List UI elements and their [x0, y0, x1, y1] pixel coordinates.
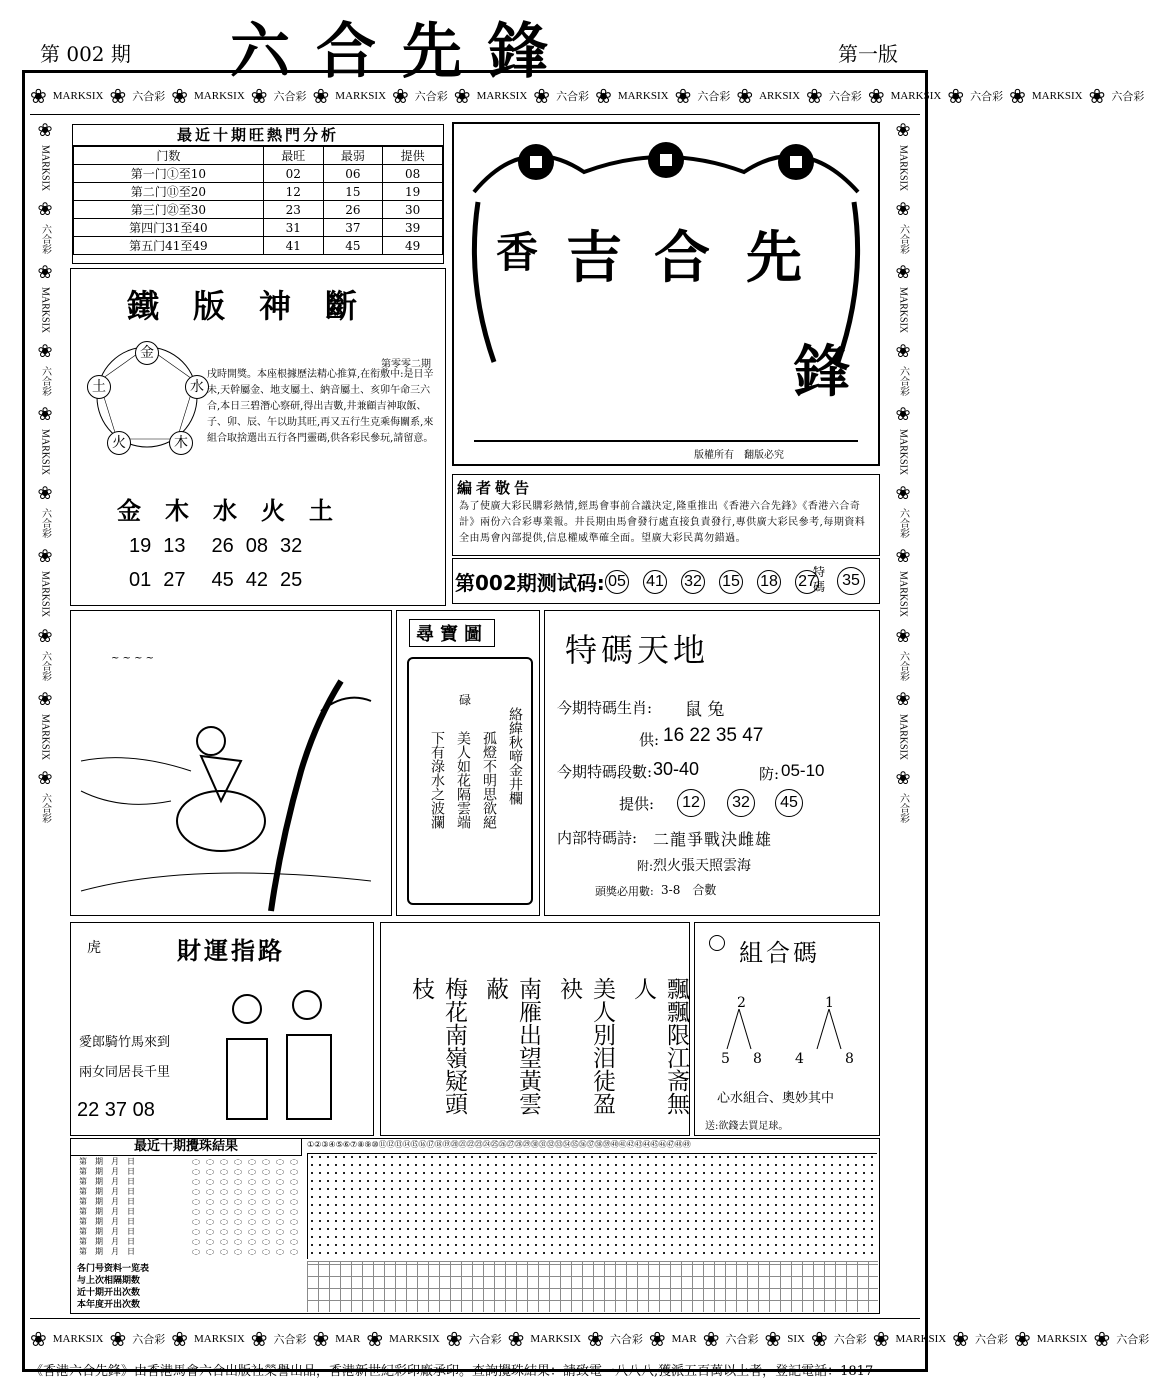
band-word: SIX	[787, 1333, 805, 1345]
combo-a-left: 5	[721, 1051, 730, 1067]
flower-icon: ❀	[895, 404, 911, 425]
band-word: MARKSIX	[52, 1333, 104, 1345]
treasure-top-char: 碌	[459, 693, 472, 707]
herdboy-illustration	[71, 611, 389, 913]
provide-num-3: 45	[775, 789, 803, 817]
flower-icon: ❀	[453, 85, 471, 108]
band-word: 六合彩	[897, 792, 909, 823]
hot-analysis-title: 最近十期旺熱門分析	[73, 125, 443, 146]
flower-icon: ❀	[895, 341, 911, 362]
test-number: 41	[643, 570, 667, 594]
result-row-label: 第 期 月 日	[79, 1247, 135, 1256]
col-header: 最旺	[263, 147, 323, 165]
test-code-numbers	[605, 570, 833, 594]
banner-box	[452, 122, 880, 466]
results-header-strip: ①②③④⑤⑥⑦⑧⑨⑩⑪⑫⑬⑭⑮⑯⑰⑱⑲⑳㉑㉒㉓㉔㉕㉖㉗㉘㉙㉚㉛㉜㉝㉞㉟㊱㊲㊳㊴㊵㊶㊷㊸㊹㊺㊻㊼㊽㊾	[307, 1139, 877, 1154]
flower-icon: ❀	[312, 85, 330, 108]
flower-icon: ❀	[445, 1328, 463, 1351]
band-word: MARKSIX	[194, 1333, 245, 1345]
band-word: MARKSIX	[194, 90, 245, 102]
col-header: 最弱	[323, 147, 383, 165]
poem-col-1: 飄飄限江斋無人	[630, 977, 689, 1115]
band-word: MAR	[335, 1333, 361, 1345]
combo-note: 送:欲錢去買足球。	[705, 1121, 789, 1132]
band-word: 六合彩	[39, 650, 51, 681]
table-cell: 06	[323, 165, 383, 183]
tiebang-title: 鐵版神斷	[127, 287, 392, 325]
band-word: MARKSIX	[897, 571, 909, 618]
flower-icon: ❀	[895, 688, 911, 709]
table-cell: 31	[263, 219, 323, 237]
footer-text: 《香港六合先鋒》由香港馬會六合出版社榮譽出品，香港新世紀彩印廠承印。查詢攪珠結果：請致電一八八八,獲派五百萬以上者，登記電話：1817	[30, 1364, 874, 1379]
band-word: 六合彩	[897, 650, 909, 681]
number: 45	[211, 569, 234, 591]
table-cell: 19	[383, 183, 443, 201]
flower-icon: ❀	[37, 625, 53, 646]
result-row-label: 第 期 月 日	[79, 1197, 135, 1206]
band-word: 六合彩	[556, 91, 590, 103]
flower-icon: ❀	[806, 85, 823, 108]
number: 25	[280, 569, 303, 591]
flower-icon: ❀	[895, 625, 911, 646]
flower-icon: ❀	[895, 262, 911, 283]
band-word: 六合彩	[39, 366, 51, 397]
band-word: 六合彩	[132, 91, 166, 103]
poem-label: 内部特碼詩:	[557, 829, 638, 847]
flower-icon: ❀	[895, 120, 911, 140]
provide-label: 提供:	[619, 795, 655, 813]
banner-char-1: 香	[496, 228, 539, 277]
number: 13	[163, 535, 186, 557]
poem-value: 二龍爭戰決雌雄	[653, 830, 773, 849]
band-word: MARKSIX	[895, 1333, 947, 1345]
flower-icon: ❀	[1088, 85, 1106, 108]
table-cell: 45	[323, 237, 383, 255]
illustration-box	[70, 610, 392, 916]
table-row	[74, 237, 443, 255]
attach-value: 烈火張天照雲海	[653, 858, 751, 874]
flower-icon: ❀	[872, 1328, 890, 1351]
table-cell: 第三门㉑至30	[74, 201, 264, 219]
band-word: 六合彩	[273, 91, 307, 103]
band-word: 六合彩	[414, 91, 448, 103]
table-cell: 49	[383, 237, 443, 255]
band-word: 六合彩	[39, 508, 51, 539]
band-word: 六合彩	[1116, 1334, 1149, 1346]
test-number: 05	[605, 570, 629, 594]
test-code-special: 35	[837, 567, 865, 595]
table-cell: 15	[323, 183, 383, 201]
number: 42	[245, 569, 268, 591]
banner-copyright: 版權所有 翻版必究	[694, 450, 784, 461]
test-code-special-label: 特碼	[813, 565, 826, 594]
flower-icon: ❀	[250, 85, 268, 108]
band-word: 六合彩	[697, 91, 731, 103]
flower-icon: ❀	[736, 85, 754, 108]
element-earth: 土	[87, 375, 111, 399]
combo-a-right: 8	[753, 1051, 762, 1067]
result-row-label: 第 期 月 日	[79, 1187, 135, 1196]
table-cell: 第一门①至10	[74, 165, 264, 183]
flower-icon: ❀	[171, 85, 189, 108]
combo-caption: 心水組合、奧妙其中	[717, 1091, 835, 1106]
band-word: MARKSIX	[617, 90, 669, 102]
treasure-title: 尋寶圖	[409, 619, 495, 647]
combo-box	[694, 922, 880, 1136]
newspaper-title: 六合先鋒	[230, 17, 574, 87]
band-word: MARKSIX	[335, 90, 387, 102]
head-label: 頭獎必用數:	[595, 885, 654, 898]
table-cell: 39	[383, 219, 443, 237]
segment-value: 30-40	[653, 759, 700, 779]
flower-icon: ❀	[895, 483, 911, 504]
band-word: ARKSIX	[759, 90, 801, 102]
flower-icon: ❀	[1009, 85, 1026, 108]
table-row	[74, 183, 443, 201]
treasure-col-2: 孤燈不明思欲絕	[481, 731, 497, 829]
flower-icon: ❀	[312, 1328, 330, 1351]
notice-box	[452, 474, 880, 556]
hot-analysis-box	[72, 124, 444, 264]
right-band	[886, 116, 920, 1316]
band-word: 六合彩	[39, 792, 51, 823]
band-word: 六合彩	[39, 224, 51, 255]
number: 08	[245, 535, 268, 557]
tiebang-nums-row1	[129, 535, 314, 558]
flower-icon: ❀	[392, 85, 409, 108]
number: 32	[280, 535, 303, 557]
table-cell: 23	[263, 201, 323, 219]
band-word: 六合彩	[975, 1334, 1009, 1346]
band-word: MARKSIX	[897, 145, 909, 192]
flower-icon: ❀	[109, 1328, 127, 1351]
poem-box	[380, 922, 690, 1136]
zodiac-label: 今期特碼生肖:	[557, 699, 653, 717]
flower-icon: ❀	[30, 1328, 47, 1351]
flower-icon: ❀	[867, 85, 885, 108]
results-dot-grid	[307, 1153, 878, 1259]
segment-label: 今期特碼段數:	[557, 763, 653, 781]
result-row-label: 第 期 月 日	[79, 1177, 135, 1186]
treasure-col-4: 下有淥水之波瀾	[429, 731, 445, 829]
band-word: MARKSIX	[1036, 1333, 1088, 1345]
band-word: 六合彩	[725, 1334, 759, 1346]
band-word: 六合彩	[1111, 91, 1145, 103]
treasure-col-1: 絡緯秋啼金井欄	[507, 707, 523, 805]
wealth-title: 財運指路	[177, 937, 285, 965]
band-word: MARKSIX	[530, 1333, 582, 1345]
banner-char-2: 吉	[566, 226, 622, 291]
supply-label: 供:	[639, 731, 660, 749]
band-word: MARKSIX	[897, 429, 909, 476]
test-code-box	[452, 558, 880, 604]
band-word: MARKSIX	[890, 90, 942, 102]
wealth-box	[70, 922, 374, 1136]
flower-icon: ❀	[533, 85, 551, 108]
band-word: MARKSIX	[39, 145, 51, 192]
flower-icon: ❀	[764, 1328, 782, 1351]
band-word: 六合彩	[897, 508, 909, 539]
band-word: MARKSIX	[897, 287, 909, 334]
table-cell: 第四门31至40	[74, 219, 264, 237]
band-word: 六合彩	[132, 1334, 166, 1346]
number: 26	[211, 535, 234, 557]
flower-icon: ❀	[37, 199, 53, 220]
test-number: 32	[681, 570, 705, 594]
provide-num-1: 12	[677, 789, 705, 817]
treasure-col-3: 美人如花隔雲端	[455, 731, 471, 829]
left-band	[28, 116, 62, 1316]
table-cell: 30	[383, 201, 443, 219]
flower-icon: ❀	[947, 85, 965, 108]
result-row-label: 第 期 月 日	[79, 1227, 135, 1236]
table-cell: 第二门⑪至20	[74, 183, 264, 201]
table-row	[74, 219, 443, 237]
issue-label: 第 002 期	[40, 42, 131, 66]
five-elements-label: 金木水火土	[117, 497, 357, 525]
flower-icon: ❀	[702, 1328, 720, 1351]
band-word: MAR	[671, 1333, 697, 1345]
flower-icon: ❀	[37, 262, 53, 283]
flower-icon: ❀	[648, 1328, 666, 1351]
test-number: 18	[757, 570, 781, 594]
col-header: 门数	[74, 147, 264, 165]
flower-icon: ❀	[30, 85, 47, 108]
result-row-label: 第 期 月 日	[79, 1217, 135, 1226]
table-cell: 12	[263, 183, 323, 201]
table-cell: 02	[263, 165, 323, 183]
result-footer-label: 近十期开出次数	[77, 1288, 141, 1298]
tiebang-period: 第零零二期	[381, 359, 431, 370]
band-word: 六合彩	[833, 1334, 867, 1346]
flower-icon: ❀	[37, 767, 53, 788]
head-value: 3-8 合數	[661, 883, 717, 897]
results-ovals	[189, 1157, 301, 1257]
supply-value: 16 22 35 47	[663, 725, 764, 746]
combo-icon	[709, 935, 725, 951]
banner-rule	[474, 440, 858, 442]
band-word: MARKSIX	[39, 287, 51, 334]
flower-icon: ❀	[507, 1328, 525, 1351]
poem-col-4: 梅花南嶺疑頭枝	[408, 977, 467, 1115]
combo-a-top: 2	[737, 995, 746, 1011]
element-water: 水	[185, 375, 209, 399]
table-cell: 第五门41至49	[74, 237, 264, 255]
banner-char-5: 鋒	[794, 340, 850, 405]
result-footer-label: 与上次相隔期数	[77, 1276, 141, 1286]
result-row-label: 第 期 月 日	[79, 1167, 135, 1176]
special-box	[544, 610, 880, 916]
table-cell: 41	[263, 237, 323, 255]
number: 19	[129, 535, 152, 557]
flower-icon: ❀	[109, 85, 127, 108]
band-word: MARKSIX	[39, 571, 51, 618]
flower-icon: ❀	[37, 120, 53, 140]
result-footer-label: 各门号资料一览表	[77, 1264, 150, 1274]
treasure-box	[396, 610, 540, 916]
band-word: MARKSIX	[52, 90, 104, 102]
result-row-label: 第 期 月 日	[79, 1157, 135, 1166]
results-title: 最近十期攪珠結果	[71, 1139, 302, 1156]
flower-icon: ❀	[171, 1328, 189, 1351]
notice-text: 為了使廣大彩民購彩熱情,經馬會事前合議決定,隆重推出《香港六合先鋒》《香港六合奇計》兩份六合彩專業報。井長期由馬會發行處直接負責發行,專供廣大彩民參考,每期資料全由馬會內部提供,信息權威準確全面。望廣大彩民萬勿錯過。	[459, 501, 866, 544]
notice-title: 編者敬告	[457, 479, 534, 497]
band-word: 六合彩	[897, 366, 909, 397]
attach-label: 附:	[637, 859, 654, 873]
tiebang-nums-row2	[129, 569, 314, 592]
results-box	[70, 1138, 880, 1314]
result-row-label: 第 期 月 日	[79, 1237, 135, 1246]
band-word: 六合彩	[897, 224, 909, 255]
band-word: 六合彩	[273, 1334, 307, 1346]
test-number: 27	[795, 570, 819, 594]
band-word: MARKSIX	[389, 1333, 440, 1345]
table-row	[74, 201, 443, 219]
flower-icon: ❀	[37, 404, 53, 425]
element-fire: 火	[107, 431, 131, 455]
flower-icon: ❀	[810, 1328, 828, 1351]
top-band	[30, 78, 1145, 115]
provide-num-2: 32	[727, 789, 755, 817]
col-header: 提供	[383, 147, 443, 165]
band-word: MARKSIX	[39, 429, 51, 476]
results-footer-grid	[307, 1261, 878, 1312]
poem-col-3: 南雁出望黃雲蔽	[482, 977, 541, 1115]
flower-icon: ❀	[37, 341, 53, 362]
tiebang-text: 戌時開獎。本座根據歷法精心推算,在衔敷中:是日辛未,天幹屬金、地支屬土、納音屬土、亥卯午命三六合,本日三碧潛心察研,得出吉數,井兼顧吉神取飯、子、卯、辰、午以助其旺,再又五行生克乘侮關系,來組合取捨選出五行各門靈碼,供各彩民參玩,請留意。	[207, 369, 434, 444]
wealth-line1: 愛郎騎竹馬來到	[79, 1035, 171, 1050]
element-metal: 金	[135, 341, 159, 365]
banner-char-4: 先	[746, 226, 802, 291]
results-footer-labels	[77, 1263, 277, 1311]
element-wood: 木	[169, 431, 193, 455]
flower-icon: ❀	[895, 767, 911, 788]
wealth-line2: 兩女同居長千里	[79, 1065, 171, 1080]
table-cell: 08	[383, 165, 443, 183]
flower-icon: ❀	[587, 1328, 604, 1351]
result-footer-label: 本年度开出次数	[77, 1300, 141, 1310]
special-title: 特碼天地	[565, 631, 710, 669]
flower-icon: ❀	[1014, 1328, 1031, 1351]
wealth-tag: 虎	[87, 940, 101, 956]
guard-label: 防:	[759, 765, 780, 783]
band-word: MARKSIX	[1031, 90, 1083, 102]
combo-b-right: 8	[845, 1051, 854, 1067]
flower-icon: ❀	[1093, 1328, 1111, 1351]
flower-icon: ❀	[37, 483, 53, 504]
band-word: 六合彩	[970, 91, 1004, 103]
number: 27	[163, 569, 186, 591]
flower-icon: ❀	[952, 1328, 970, 1351]
edition-label: 第一版	[838, 42, 898, 66]
zodiac-value: 鼠 兔	[685, 700, 725, 720]
hot-analysis-table	[73, 146, 443, 255]
flower-icon: ❀	[37, 688, 53, 709]
band-word: MARKSIX	[897, 713, 909, 760]
test-number: 15	[719, 570, 743, 594]
flower-icon: ❀	[250, 1328, 268, 1351]
flower-icon: ❀	[595, 85, 612, 108]
result-row-label: 第 期 月 日	[79, 1207, 135, 1216]
poem-col-2: 美人別泪徒盈袂	[556, 977, 615, 1115]
flower-icon: ❀	[37, 546, 53, 567]
banner-char-3: 合	[654, 226, 710, 291]
table-cell: 26	[323, 201, 383, 219]
svg-text:~ ~ ~ ~: ~ ~ ~ ~	[111, 653, 155, 664]
combo-b-top: 1	[825, 995, 834, 1011]
combo-diagram	[721, 1005, 861, 1061]
flower-icon: ❀	[895, 199, 911, 220]
flower-icon: ❀	[895, 546, 911, 567]
combo-b-left: 4	[795, 1051, 804, 1067]
flower-icon: ❀	[366, 1328, 384, 1351]
band-word: 六合彩	[609, 1334, 643, 1346]
table-row	[74, 165, 443, 183]
wealth-illustration	[207, 979, 371, 1129]
band-word: 六合彩	[468, 1334, 502, 1346]
wealth-nums: 22 37 08	[77, 1099, 155, 1121]
tiebang-box	[70, 268, 446, 606]
test-code-label: 第002期测试码:	[455, 571, 605, 595]
table-cell: 37	[323, 219, 383, 237]
band-word: MARKSIX	[39, 713, 51, 760]
flower-icon: ❀	[674, 85, 692, 108]
bottom-band	[30, 1318, 1149, 1359]
guard-value: 05-10	[781, 761, 825, 780]
results-row-labels	[79, 1157, 199, 1257]
band-word: 六合彩	[828, 91, 862, 103]
band-word: MARKSIX	[476, 90, 528, 102]
number: 01	[129, 569, 152, 591]
combo-title: 組合碼	[739, 939, 820, 967]
